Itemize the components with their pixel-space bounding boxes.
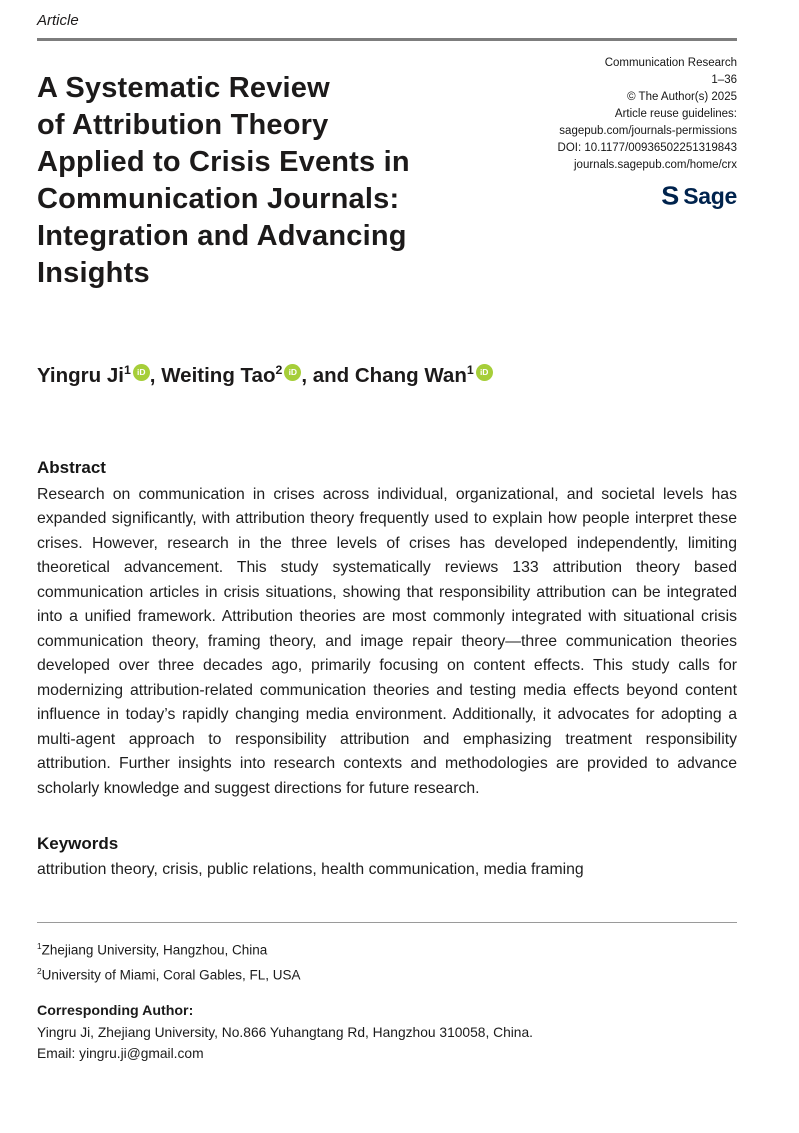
affiliation-superscript: 1 xyxy=(466,363,474,377)
abstract-section xyxy=(37,458,737,802)
author-byline xyxy=(37,363,737,388)
affiliation-text: Zhejiang University, Hangzhou, China xyxy=(41,942,268,958)
reuse-guidelines-link[interactable]: sagepub.com/journals-permissions xyxy=(559,125,737,137)
affiliation-1 xyxy=(37,936,737,961)
journal-name: Communication Research xyxy=(604,57,737,69)
affiliations-block xyxy=(37,936,737,986)
orcid-icon[interactable]: iD xyxy=(476,364,493,381)
author-name: Chang Wan xyxy=(354,363,467,387)
article-type-label: Article xyxy=(37,12,79,29)
title-line: Integration and Advancing xyxy=(37,220,407,252)
author-separator: , and xyxy=(301,363,355,387)
sage-s-icon: S xyxy=(661,181,680,211)
copyright-notice: © The Author(s) 2025 xyxy=(627,91,737,103)
title-line: Applied to Crisis Events in xyxy=(37,146,410,178)
affiliation-mark: 2 xyxy=(37,966,42,977)
author-2 xyxy=(161,364,355,387)
orcid-icon[interactable]: iD xyxy=(133,364,150,381)
corresponding-author-block xyxy=(37,1001,737,1064)
sage-logo xyxy=(497,183,737,209)
author-1 xyxy=(37,364,161,387)
author-3 xyxy=(355,364,493,387)
title-line: of Attribution Theory xyxy=(37,109,329,141)
affiliation-superscript: 2 xyxy=(275,363,283,377)
reuse-guidelines-label: Article reuse guidelines: xyxy=(614,108,737,120)
affiliation-text: University of Miami, Coral Gables, FL, USA xyxy=(41,967,301,983)
title-meta-row xyxy=(37,53,737,292)
title-line: Insights xyxy=(37,257,150,289)
title-line: Communication Journals: xyxy=(37,183,400,215)
affiliation-superscript: 1 xyxy=(123,363,131,377)
header-rule xyxy=(37,38,737,41)
author-separator: , xyxy=(149,363,162,387)
author-name: Weiting Tao xyxy=(161,363,276,387)
sage-wordmark: Sage xyxy=(683,182,737,209)
orcid-icon[interactable]: iD xyxy=(284,364,301,381)
title-line: A Systematic Review xyxy=(37,72,330,104)
article-title xyxy=(37,53,497,292)
page-range: 1–36 xyxy=(711,74,737,86)
footnote-rule xyxy=(37,922,737,923)
keywords-section xyxy=(37,834,737,881)
journal-homepage-link[interactable]: journals.sagepub.com/home/crx xyxy=(574,159,737,171)
corresponding-author-email[interactable]: Email: yingru.ji@gmail.com xyxy=(37,1046,204,1062)
doi: DOI: 10.1177/00936502251319843 xyxy=(557,142,737,154)
corresponding-author-address: Yingru Ji, Zhejiang University, No.866 Yuhangtang Rd, Hangzhou 310058, China. xyxy=(37,1025,533,1041)
affiliation-mark: 1 xyxy=(37,941,42,952)
affiliation-2 xyxy=(37,961,737,986)
author-name: Yingru Ji xyxy=(37,363,124,387)
keywords-text: attribution theory, crisis, public relations, health communication, media framing xyxy=(37,861,584,879)
keywords-heading: Keywords xyxy=(37,834,119,854)
journal-meta-block xyxy=(497,53,737,292)
corresponding-author-heading: Corresponding Author: xyxy=(37,1003,194,1020)
abstract-heading: Abstract xyxy=(37,457,106,477)
abstract-text: Research on communication in crises across individual, organizational, and societal levels has expanded significantly, with attribution theory frequently used to explain how people interpret these crises. However, research in the three levels of crises has developed independently, limiting theoretical advancement. This study systematically reviews 133 attribution theory based communication articles in crisis situations, showing that responsibility attribution can be integrated into a unified framework. Attribution theories are most commonly integrated with situational crisis communication theory, framing theory, and image repair theory—three communication theories developed over three decades ago, primarily focusing on content effects. This study calls for modernizing attribution-related communication theories and testing media effects beyond content influence in today’s rapidly changing media environment. Additionally, it advocates for adopting a multi-agent approach to responsibility attribution and emphasizing treatment responsibility attribution. Further insights into research contexts and methodologies are provided to advance scholarly knowledge and suggest directions for future research. xyxy=(37,485,737,797)
